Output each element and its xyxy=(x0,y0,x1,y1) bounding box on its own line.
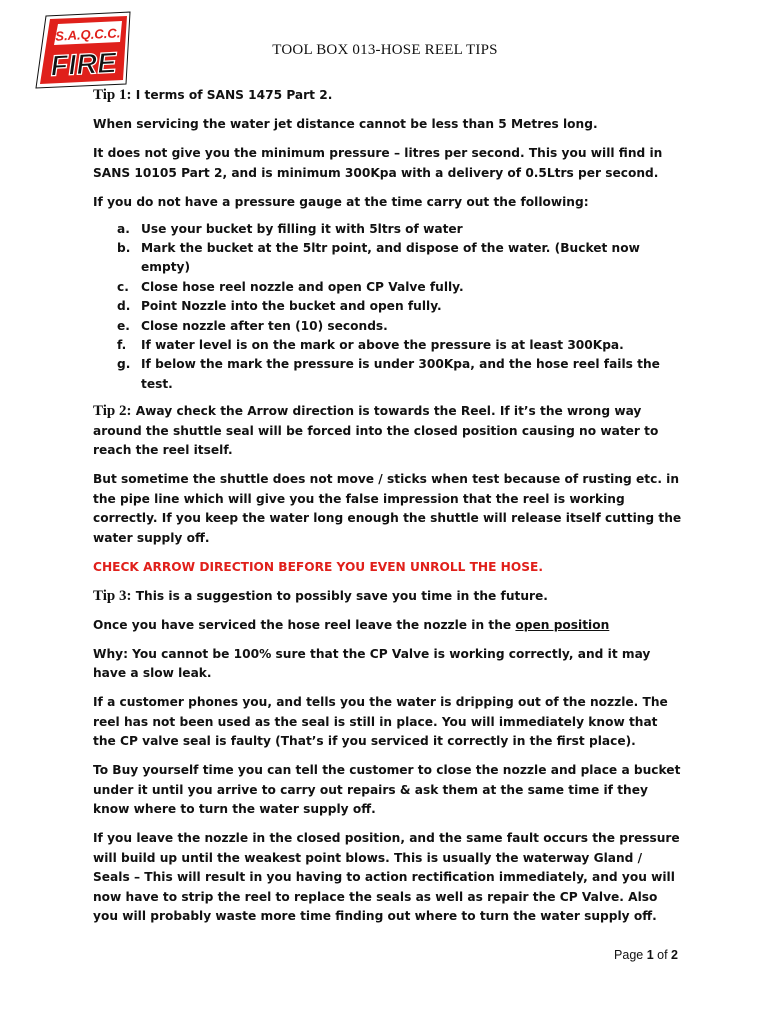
list-item-text: If water level is on the mark or above the pressure is at least 300Kpa. xyxy=(141,337,624,352)
tip1-paragraph-1: When servicing the water jet distance cannot be less than 5 Metres long. xyxy=(93,117,598,131)
tip2-warning: CHECK ARROW DIRECTION BEFORE YOU EVEN UNROLL THE HOSE. xyxy=(93,559,543,574)
tip2-paragraph-1: But sometime the shuttle does not move / sticks when test because of rusting etc. in the pipe line which will give you the false impression that the reel is working correctly. If you keep the water long enough the shuttle will release itself cutting the water supply off. xyxy=(93,472,682,545)
tip2-heading xyxy=(93,402,683,461)
tip1-paragraph-3: If you do not have a pressure gauge at the time carry out the following: xyxy=(93,194,589,209)
list-marker: g. xyxy=(117,357,131,372)
list-marker: b. xyxy=(117,240,131,255)
tip3-label: Tip 3: xyxy=(93,587,132,604)
tip3-paragraph-1-text: Once you have serviced the hose reel leave the nozzle in the xyxy=(93,617,516,632)
of-word: of xyxy=(653,948,672,962)
tip2-label: Tip 2: xyxy=(93,403,132,420)
list-item xyxy=(93,317,683,336)
document-body xyxy=(93,86,683,936)
tip3-heading-text: This is a suggestion to possibly save you time in the future. xyxy=(131,588,548,603)
tip2-heading-text: Away check the Arrow direction is towards the Reel. If it’s the wrong way around the shuttle seal will be forced into the closed position causing no water to reach the reel itself. xyxy=(93,404,659,458)
list-item xyxy=(93,355,683,394)
logo-top-text: S.A.Q.C.C. xyxy=(54,25,121,44)
list-item-text: Close hose reel nozzle and open CP Valve fully. xyxy=(141,279,464,294)
list-item-text: If below the mark the pressure is under 300Kpa, and the hose reel fails the test. xyxy=(141,357,660,391)
tip1-paragraph-2: It does not give you the minimum pressure – litres per second. This you will find in SANS 10105 Part 2, and is minimum 300Kpa with a delivery of 0.5Ltrs per second. xyxy=(93,146,663,180)
list-item xyxy=(93,297,683,316)
list-marker: d. xyxy=(117,299,131,314)
page-word: Page xyxy=(614,948,647,962)
page-total: 2 xyxy=(671,948,678,962)
tip1-steps-list xyxy=(93,220,683,395)
tip1-heading-text: I terms of SANS 1475 Part 2. xyxy=(131,88,333,102)
tip3-paragraph-5: If you leave the nozzle in the closed position, and the same fault occurs the pressure will build up until the weakest point blows. This is usually the waterway Gland / Seals – This will result in you having to action rectification immediately, and you will now have to strip the reel to replace the seals as well as repair the CP Valve. Also you will probably waste more time finding out where to turn the water supply off. xyxy=(93,831,680,924)
tip1-label: Tip 1: xyxy=(93,87,132,103)
tip3-paragraph-2: Why: You cannot be 100% sure that the CP Valve is working correctly, and it may have a slow leak. xyxy=(93,646,651,681)
list-item xyxy=(93,239,683,278)
list-item-text: Use your bucket by filling it with 5ltrs of water xyxy=(141,221,463,236)
list-marker: e. xyxy=(117,318,130,333)
page-current: 1 xyxy=(646,948,654,962)
list-item xyxy=(93,336,683,355)
list-marker: c. xyxy=(117,279,129,294)
page-number xyxy=(614,948,678,962)
list-marker: f. xyxy=(117,337,127,352)
tip3-paragraph-4: To Buy yourself time you can tell the customer to close the nozzle and place a bucket under it until you arrive to carry out repairs & ask them at the same time if they know where to turn the water supply off. xyxy=(93,763,681,817)
document-title: TOOL BOX 013-HOSE REEL TIPS xyxy=(272,42,498,58)
tip3-paragraph-1 xyxy=(93,616,683,636)
list-item-text: Point Nozzle into the bucket and open fully. xyxy=(141,299,442,314)
logo-main-text: FIRE xyxy=(49,47,118,83)
list-item-text: Mark the bucket at the 5ltr point, and dispose of the water. (Bucket now empty) xyxy=(141,240,640,275)
tip1-heading xyxy=(93,86,683,106)
list-item xyxy=(93,220,683,239)
list-item-text: Close nozzle after ten (10) seconds. xyxy=(141,318,388,333)
tip3-paragraph-3: If a customer phones you, and tells you the water is dripping out of the nozzle. The reel has not been used as the seal is still in place. You will immediately know that the CP valve seal is faulty (That’s if you serviced it correctly in the first place). xyxy=(93,695,668,749)
list-item xyxy=(93,278,683,297)
open-position-underlined: open position xyxy=(515,617,610,632)
tip3-heading xyxy=(93,587,683,607)
list-marker: a. xyxy=(117,221,130,236)
